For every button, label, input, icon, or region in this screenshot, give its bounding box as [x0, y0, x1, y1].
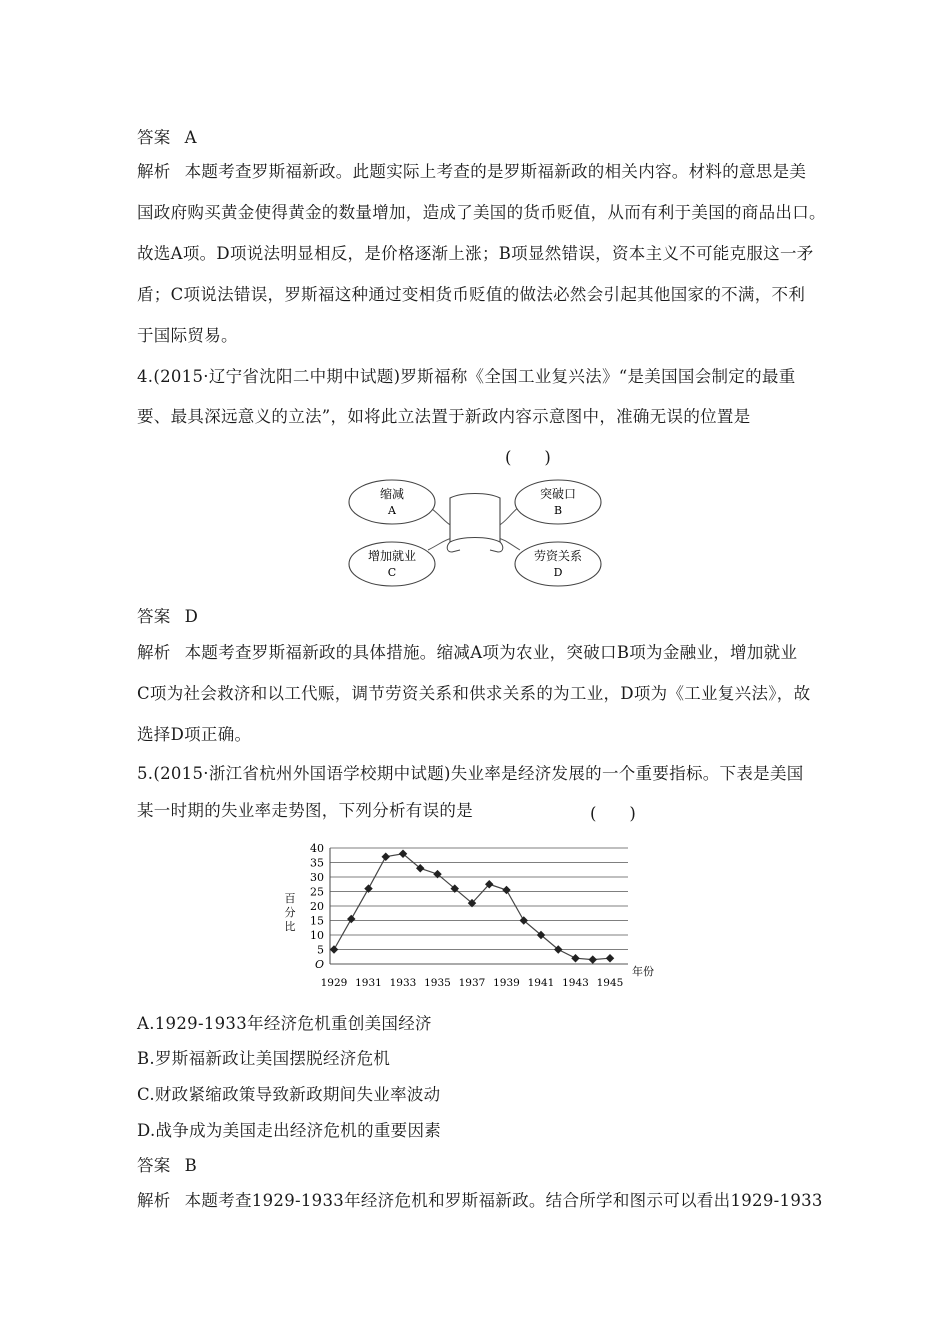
- node-a-letter: A: [388, 504, 396, 517]
- node-d-letter: D: [553, 566, 563, 579]
- analysis-label: 解析: [137, 1191, 171, 1210]
- q5-option-b: B.罗斯福新政让美国摆脱经济危机: [137, 1049, 391, 1068]
- q3-analysis-line-3: 故选A项。D项说法明显相反，是价格逐渐上涨；B项显然错误，资本主义不可能克服这一矛: [137, 244, 814, 263]
- y-tick-label: 40: [310, 842, 324, 855]
- q4-answer-line: [137, 606, 198, 628]
- q3-analysis-line-4: 盾；C项说法错误，罗斯福这种通过变相货币贬值的做法必然会引起其他国家的不满，不利: [137, 285, 806, 304]
- answer-label: 答案: [137, 1156, 171, 1175]
- y-tick-label: 10: [310, 929, 324, 942]
- new-deal-diagram: [340, 470, 610, 592]
- x-tick-label: 1939: [493, 977, 520, 989]
- data-point: [571, 954, 579, 962]
- x-tick-label: 1933: [389, 977, 417, 989]
- node-b-letter: B: [553, 504, 563, 517]
- y-tick-label: 5: [317, 943, 324, 957]
- q5-stem-line-1: 5.(2015·浙江省杭州外国语学校期中试题)失业率是经济发展的一个重要指标。下表是美国: [137, 764, 804, 783]
- node-c-text: 增加就业: [367, 549, 417, 563]
- q3-answer-line: [137, 127, 197, 149]
- x-tick-label: 1943: [562, 977, 589, 989]
- node-b: [515, 480, 601, 524]
- node-c: [349, 542, 435, 586]
- node-a-text: 缩减: [379, 487, 405, 501]
- chart-grid: [330, 848, 628, 964]
- analysis-label: 解析: [137, 162, 171, 181]
- analysis-text: 本题考查罗斯福新政的具体措施。缩减A项为农业，突破口B项为金融业，增加就业: [184, 643, 798, 662]
- x-tick-label: 1929: [320, 977, 348, 989]
- y-axis-label-char-3: 比: [284, 920, 296, 933]
- y-tick-label: 30: [310, 871, 324, 884]
- x-tick-label: 1945: [596, 977, 624, 989]
- q5-answer-bracket: ( ): [590, 804, 636, 823]
- x-tick-labels: [321, 977, 624, 989]
- answer-value: D: [184, 607, 199, 626]
- y-tick-label: O: [314, 958, 324, 971]
- q4-analysis-line-3: 选择D项正确。: [137, 725, 252, 744]
- x-tick-label: 1931: [355, 977, 382, 989]
- y-tick-label: 25: [310, 885, 324, 899]
- q5-stem-line-2: 某一时期的失业率走势图，下列分析有误的是: [137, 801, 473, 820]
- node-c-letter: C: [387, 566, 397, 579]
- q5-option-d: D.战争成为美国走出经济危机的重要因素: [137, 1121, 442, 1140]
- q5-analysis-line-1: [137, 1190, 823, 1212]
- x-axis-label: 年份: [632, 965, 654, 978]
- unemployment-chart: [280, 838, 660, 998]
- q3-analysis-line-1: [137, 161, 806, 183]
- q4-analysis-line-2: C项为社会救济和以工代赈，调节劳资关系和供求关系的为工业，D项为《工业复兴法》，故: [137, 684, 811, 703]
- y-axis-label-char-1: 百: [284, 892, 296, 905]
- node-b-text: 突破口: [539, 487, 577, 501]
- x-tick-label: 1937: [458, 977, 486, 989]
- data-point: [589, 955, 597, 963]
- q4-answer-bracket: ( ): [505, 448, 551, 467]
- q3-analysis-line-2: 国政府购买黄金使得黄金的数量增加，造成了美国的货币贬值，从而有利于美国的商品出口。: [137, 203, 826, 222]
- series-points: [330, 850, 614, 964]
- q5-option-c: C.财政紧缩政策导致新政期间失业率波动: [137, 1085, 441, 1104]
- data-point: [606, 954, 614, 962]
- q5-answer-line: [137, 1155, 197, 1177]
- center-scroll: [450, 494, 500, 543]
- scroll-curl-left: [447, 542, 460, 552]
- q4-stem-line-1: 4.(2015·辽宁省沈阳二中期中试题)罗斯福称《全国工业复兴法》“是美国国会制定的最重: [137, 367, 796, 386]
- answer-label: 答案: [137, 128, 171, 147]
- scroll-curl-right: [490, 542, 503, 552]
- analysis-text: 本题考查罗斯福新政。此题实际上考查的是罗斯福新政的相关内容。材料的意思是美: [184, 162, 807, 181]
- y-tick-label: 20: [310, 900, 324, 913]
- q5-option-a: A.1929-1933年经济危机重创美国经济: [137, 1014, 432, 1033]
- analysis-text: 本题考查1929-1933年经济危机和罗斯福新政。结合所学和图示可以看出1929-1933: [184, 1191, 823, 1210]
- y-axis-label: [285, 892, 296, 933]
- node-d-text: 劳资关系: [533, 549, 583, 563]
- analysis-label: 解析: [137, 643, 171, 662]
- y-tick-label: 15: [310, 914, 324, 928]
- y-tick-label: 35: [310, 856, 324, 870]
- q4-stem-line-2: 要、最具深远意义的立法”，如将此立法置于新政内容示意图中，准确无误的位置是: [137, 407, 751, 426]
- q4-analysis-line-1: [137, 642, 797, 664]
- answer-value: B: [184, 1156, 198, 1175]
- node-d: [515, 542, 601, 586]
- y-tick-labels: [310, 842, 324, 971]
- data-point: [330, 945, 338, 953]
- data-point: [502, 886, 510, 894]
- data-point: [382, 852, 390, 860]
- node-a: [349, 480, 435, 524]
- answer-label: 答案: [137, 607, 171, 626]
- x-tick-label: 1941: [527, 977, 555, 989]
- q3-analysis-line-5: 于国际贸易。: [137, 326, 238, 345]
- answer-value: A: [184, 128, 197, 147]
- x-tick-label: 1935: [424, 977, 451, 989]
- data-point: [347, 915, 355, 923]
- y-axis-label-char-2: 分: [284, 906, 296, 919]
